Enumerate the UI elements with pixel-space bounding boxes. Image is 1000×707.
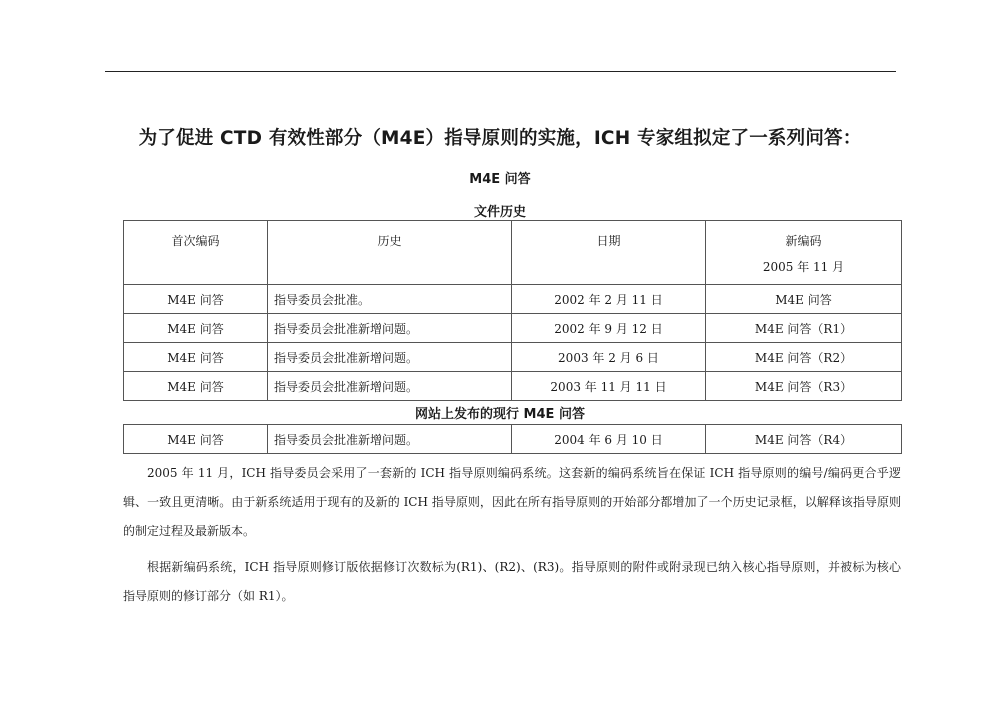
history-table	[123, 220, 902, 401]
cell-first-code: M4E 问答	[124, 314, 268, 343]
table-row	[124, 314, 902, 343]
document-subtitle: M4E 问答	[469, 172, 531, 187]
cell-history: 指导委员会批准新增问题。	[268, 425, 512, 454]
header-new-code	[706, 221, 902, 285]
page-title: 为了促进 CTD 有效性部分（M4E）指导原则的实施，ICH 专家组拟定了一系列问答：	[138, 128, 862, 149]
history-table-header	[124, 221, 902, 285]
body-paragraph-2: 根据新编码系统，ICH 指导原则修订版依据修订次数标为(R1)、(R2)、(R3)。指导原则的附件或附录现已纳入核心指导原则，并被标为核心指导原则的修订部分（如 R1）。	[123, 560, 901, 603]
cell-history: 指导委员会批准新增问题。	[268, 314, 512, 343]
cell-new-code: M4E 问答（R3）	[706, 372, 902, 401]
cell-new-code: M4E 问答（R2）	[706, 343, 902, 372]
cell-first-code: M4E 问答	[124, 425, 268, 454]
cell-date: 2002 年 9 月 12 日	[512, 314, 706, 343]
header-new-code-date: 2005 年 11 月	[762, 260, 845, 274]
cell-new-code: M4E 问答（R1）	[706, 314, 902, 343]
table-row	[124, 343, 902, 372]
header-history: 历史	[268, 221, 512, 285]
cell-first-code: M4E 问答	[124, 285, 268, 314]
cell-date: 2003 年 2 月 6 日	[512, 343, 706, 372]
cell-new-code: M4E 问答	[706, 285, 902, 314]
cell-date: 2003 年 11 月 11 日	[512, 372, 706, 401]
cell-date: 2002 年 2 月 11 日	[512, 285, 706, 314]
cell-history: 指导委员会批准新增问题。	[268, 372, 512, 401]
header-rule	[105, 71, 896, 72]
history-heading: 文件历史	[473, 205, 526, 220]
cell-history: 指导委员会批准新增问题。	[268, 343, 512, 372]
current-heading: 网站上发布的现行 M4E 问答	[415, 407, 585, 422]
cell-history: 指导委员会批准。	[268, 285, 512, 314]
table-row	[124, 425, 902, 454]
current-table	[123, 424, 902, 454]
table-row	[124, 285, 902, 314]
header-new-code-label: 新编码	[785, 234, 822, 248]
cell-new-code: M4E 问答（R4）	[706, 425, 902, 454]
table-row	[124, 372, 902, 401]
cell-date: 2004 年 6 月 10 日	[512, 425, 706, 454]
cell-first-code: M4E 问答	[124, 372, 268, 401]
body-paragraph-1: 2005 年 11 月，ICH 指导委员会采用了一套新的 ICH 指导原则编码系统。这套新的编码系统旨在保证 ICH 指导原则的编号/编码更合乎逻辑、一致且更清晰。由于新系统适用于现有的及新的 ICH 指导原则，因此在所有指导原则的开始部分都增加了一个历史记录框，以解释该指导原则的制定过程及最新版本。	[123, 466, 901, 538]
header-date: 日期	[512, 221, 706, 285]
cell-first-code: M4E 问答	[124, 343, 268, 372]
header-first-code: 首次编码	[124, 221, 268, 285]
